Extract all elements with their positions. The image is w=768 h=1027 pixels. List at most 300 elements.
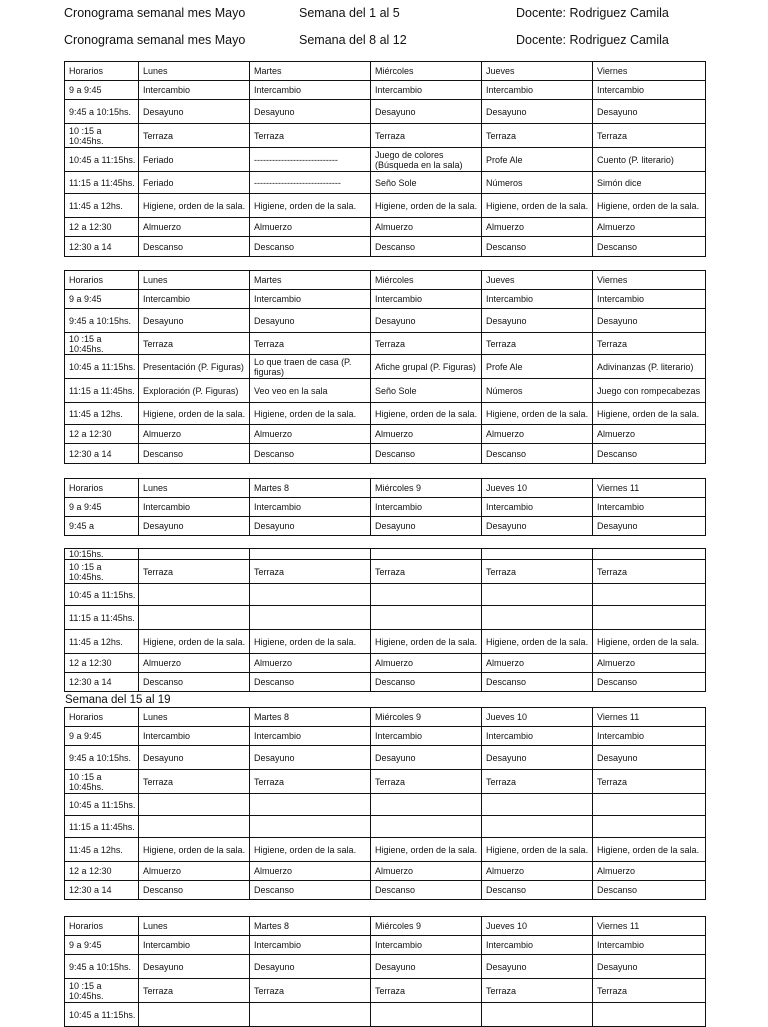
- table-cell: Horarios: [65, 917, 139, 936]
- table-cell: Terraza: [250, 333, 371, 355]
- schedule-table-week-2: [64, 270, 706, 464]
- table-cell: [250, 584, 371, 606]
- table-cell: Descanso: [482, 881, 593, 900]
- table-cell: [593, 584, 706, 606]
- table-cell: Terraza: [250, 770, 371, 794]
- table-row: [65, 816, 706, 838]
- table-cell: Terraza: [593, 124, 706, 148]
- table-cell: Miércoles 9: [371, 479, 482, 498]
- week-label: Semana del 15 al 19: [65, 694, 171, 706]
- table-cell: 10:45 a 11:15hs.: [65, 148, 139, 172]
- table-cell: [139, 584, 250, 606]
- table-cell: Terraza: [371, 333, 482, 355]
- table-cell: 10 :15 a 10:45hs.: [65, 124, 139, 148]
- table-cell: Juego de colores (Búsqueda en la sala): [371, 148, 482, 172]
- table-cell: Desayuno: [593, 517, 706, 536]
- table-cell: 11:45 a 12hs.: [65, 838, 139, 862]
- table-cell: Cuento (P. literario): [593, 148, 706, 172]
- table-cell: Descanso: [593, 444, 706, 464]
- table-cell: Almuerzo: [139, 218, 250, 237]
- table-cell: Miércoles: [371, 62, 482, 81]
- table-cell: Terraza: [482, 333, 593, 355]
- table-row: [65, 355, 706, 379]
- table-cell: Descanso: [371, 444, 482, 464]
- table-cell: [482, 606, 593, 630]
- table-cell: Higiene, orden de la sala.: [139, 630, 250, 654]
- table-row: [65, 794, 706, 816]
- table-cell: Descanso: [482, 673, 593, 692]
- table-cell: Terraza: [371, 770, 482, 794]
- table-cell: Almuerzo: [371, 654, 482, 673]
- table-cell: Terraza: [250, 979, 371, 1003]
- table-cell: Higiene, orden de la sala.: [250, 838, 371, 862]
- table-cell: Terraza: [139, 333, 250, 355]
- table-cell: Adivinanzas (P. literario): [593, 355, 706, 379]
- table-cell: [250, 794, 371, 816]
- table-cell: [250, 549, 371, 560]
- table-cell: Almuerzo: [482, 425, 593, 444]
- table-cell: Descanso: [139, 237, 250, 257]
- table-cell: Lunes: [139, 271, 250, 290]
- table-cell: 10:15hs.: [65, 549, 139, 560]
- table-cell: Feriado: [139, 172, 250, 194]
- table-cell: Descanso: [593, 673, 706, 692]
- table-cell: Intercambio: [371, 727, 482, 746]
- table-cell: Descanso: [593, 237, 706, 257]
- table-cell: Higiene, orden de la sala.: [593, 838, 706, 862]
- table-cell: [371, 1003, 482, 1027]
- table-cell: Descanso: [139, 673, 250, 692]
- table-cell: [250, 1003, 371, 1027]
- table-cell: Viernes: [593, 271, 706, 290]
- table-cell: Descanso: [250, 444, 371, 464]
- schedule-table-week-3-top: [64, 478, 706, 536]
- table-cell: Descanso: [371, 881, 482, 900]
- table-cell: Almuerzo: [371, 862, 482, 881]
- table-cell: Desayuno: [139, 100, 250, 124]
- table-header-row: [65, 917, 706, 936]
- schedule-table-week-15: [64, 707, 706, 900]
- table-cell: Higiene, orden de la sala.: [593, 630, 706, 654]
- table-cell: Intercambio: [250, 936, 371, 955]
- table-cell: Almuerzo: [250, 218, 371, 237]
- table-header-row: [65, 271, 706, 290]
- table-cell: 12:30 a 14: [65, 881, 139, 900]
- table-cell: Desayuno: [139, 517, 250, 536]
- table-cell: [482, 816, 593, 838]
- table-cell: Terraza: [593, 770, 706, 794]
- table-cell: Viernes 11: [593, 708, 706, 727]
- table-cell: 10:45 a 11:15hs.: [65, 584, 139, 606]
- table-cell: Almuerzo: [139, 654, 250, 673]
- table-cell: Simón dice: [593, 172, 706, 194]
- table-cell: 9 a 9:45: [65, 290, 139, 309]
- table-cell: Terraza: [250, 560, 371, 584]
- table-row: [65, 979, 706, 1003]
- table-cell: Jueves: [482, 62, 593, 81]
- table-cell: Profe Ale: [482, 355, 593, 379]
- table-row: [65, 333, 706, 355]
- table-cell: 9:45 a 10:15hs.: [65, 955, 139, 979]
- table-cell: Intercambio: [250, 498, 371, 517]
- table-cell: Desayuno: [482, 309, 593, 333]
- table-cell: 12 a 12:30: [65, 862, 139, 881]
- table-cell: Feriado: [139, 148, 250, 172]
- table-cell: Viernes: [593, 62, 706, 81]
- table-cell: Desayuno: [371, 517, 482, 536]
- table-cell: 12:30 a 14: [65, 237, 139, 257]
- schedule-table-week-next: [64, 916, 706, 1027]
- table-row: [65, 936, 706, 955]
- table-cell: Desayuno: [482, 100, 593, 124]
- table-cell: Terraza: [371, 560, 482, 584]
- table-row: [65, 770, 706, 794]
- table-cell: Intercambio: [482, 498, 593, 517]
- table-row: [65, 584, 706, 606]
- table-row: [65, 606, 706, 630]
- table-cell: 10 :15 a 10:45hs.: [65, 979, 139, 1003]
- table-cell: Terraza: [593, 979, 706, 1003]
- table-cell: Almuerzo: [371, 425, 482, 444]
- table-cell: Almuerzo: [250, 425, 371, 444]
- table-cell: Jueves: [482, 271, 593, 290]
- table-row: [65, 425, 706, 444]
- table-row: [65, 630, 706, 654]
- table-cell: Terraza: [482, 770, 593, 794]
- table-cell: Horarios: [65, 62, 139, 81]
- table-cell: Martes 8: [250, 708, 371, 727]
- table-cell: Descanso: [250, 673, 371, 692]
- table-cell: [250, 606, 371, 630]
- table-cell: Descanso: [482, 237, 593, 257]
- table-cell: Higiene, orden de la sala.: [250, 630, 371, 654]
- table-cell: Afiche grupal (P. Figuras): [371, 355, 482, 379]
- table-cell: Descanso: [371, 673, 482, 692]
- table-cell: Descanso: [593, 881, 706, 900]
- table-cell: 11:15 a 11:45hs.: [65, 379, 139, 403]
- table-cell: Intercambio: [139, 936, 250, 955]
- table-cell: Almuerzo: [139, 425, 250, 444]
- table-header-row: [65, 62, 706, 81]
- header-teacher: Docente: Rodriguez Camila: [516, 33, 669, 47]
- table-cell: Intercambio: [371, 498, 482, 517]
- table-cell: Desayuno: [371, 100, 482, 124]
- table-cell: Descanso: [250, 237, 371, 257]
- table-cell: Desayuno: [482, 955, 593, 979]
- table-cell: Jueves 10: [482, 917, 593, 936]
- table-cell: Almuerzo: [593, 862, 706, 881]
- table-cell: Higiene, orden de la sala.: [371, 630, 482, 654]
- table-cell: Desayuno: [593, 309, 706, 333]
- table-row: [65, 517, 706, 536]
- table-cell: Martes: [250, 62, 371, 81]
- table-cell: Exploración (P. Figuras): [139, 379, 250, 403]
- table-row: [65, 290, 706, 309]
- table-cell: Juego con rompecabezas: [593, 379, 706, 403]
- table-cell: Higiene, orden de la sala.: [139, 194, 250, 218]
- table-cell: Desayuno: [139, 955, 250, 979]
- table-row: [65, 194, 706, 218]
- table-cell: Higiene, orden de la sala.: [371, 403, 482, 425]
- table-cell: [593, 549, 706, 560]
- table-cell: Intercambio: [371, 290, 482, 309]
- table-cell: Seño Sole: [371, 379, 482, 403]
- table-cell: 12 a 12:30: [65, 425, 139, 444]
- table-cell: Almuerzo: [250, 654, 371, 673]
- table-cell: Higiene, orden de la sala.: [482, 838, 593, 862]
- table-cell: Terraza: [371, 124, 482, 148]
- table-cell: [139, 549, 250, 560]
- schedule-table-week-1: [64, 61, 706, 257]
- table-cell: Intercambio: [250, 81, 371, 100]
- table-cell: Lunes: [139, 708, 250, 727]
- table-cell: [593, 794, 706, 816]
- table-cell: 11:45 a 12hs.: [65, 194, 139, 218]
- table-cell: [482, 794, 593, 816]
- table-row: [65, 100, 706, 124]
- table-cell: 11:15 a 11:45hs.: [65, 172, 139, 194]
- table-cell: 9 a 9:45: [65, 727, 139, 746]
- table-cell: Desayuno: [371, 955, 482, 979]
- table-cell: Terraza: [250, 124, 371, 148]
- table-cell: Intercambio: [139, 727, 250, 746]
- table-cell: 10 :15 a 10:45hs.: [65, 770, 139, 794]
- table-cell: Descanso: [371, 237, 482, 257]
- table-cell: Desayuno: [139, 309, 250, 333]
- table-cell: Terraza: [593, 560, 706, 584]
- table-cell: Intercambio: [139, 81, 250, 100]
- table-cell: Presentación (P. Figuras): [139, 355, 250, 379]
- table-cell: Horarios: [65, 479, 139, 498]
- table-cell: Higiene, orden de la sala.: [371, 194, 482, 218]
- table-cell: Lo que traen de casa (P. figuras): [250, 355, 371, 379]
- table-cell: Terraza: [482, 979, 593, 1003]
- header-title: Cronograma semanal mes Mayo: [64, 33, 246, 47]
- table-cell: Descanso: [139, 444, 250, 464]
- table-cell: Intercambio: [482, 81, 593, 100]
- table-cell: 12 a 12:30: [65, 654, 139, 673]
- table-cell: Terraza: [593, 333, 706, 355]
- table-cell: 9:45 a 10:15hs.: [65, 309, 139, 333]
- table-cell: 11:15 a 11:45hs.: [65, 816, 139, 838]
- table-cell: Desayuno: [593, 100, 706, 124]
- table-cell: Desayuno: [371, 309, 482, 333]
- table-cell: 9 a 9:45: [65, 81, 139, 100]
- table-row: [65, 379, 706, 403]
- table-cell: 10:45 a 11:15hs.: [65, 1003, 139, 1027]
- table-cell: Higiene, orden de la sala.: [139, 838, 250, 862]
- table-cell: [371, 549, 482, 560]
- table-cell: Higiene, orden de la sala.: [593, 194, 706, 218]
- table-row: [65, 148, 706, 172]
- table-cell: Almuerzo: [593, 218, 706, 237]
- table-cell: [593, 816, 706, 838]
- table-cell: Almuerzo: [482, 862, 593, 881]
- table-row: [65, 727, 706, 746]
- table-cell: [139, 606, 250, 630]
- table-cell: Martes: [250, 271, 371, 290]
- table-row: [65, 654, 706, 673]
- table-cell: Miércoles 9: [371, 917, 482, 936]
- table-cell: Terraza: [139, 979, 250, 1003]
- table-cell: 9:45 a: [65, 517, 139, 536]
- table-cell: 10:45 a 11:15hs.: [65, 355, 139, 379]
- table-cell: 10 :15 a 10:45hs.: [65, 333, 139, 355]
- table-cell: 10:45 a 11:15hs.: [65, 794, 139, 816]
- table-row: [65, 862, 706, 881]
- table-cell: Higiene, orden de la sala.: [593, 403, 706, 425]
- table-row: [65, 838, 706, 862]
- table-cell: Desayuno: [250, 746, 371, 770]
- table-header-row: [65, 708, 706, 727]
- table-cell: Descanso: [250, 881, 371, 900]
- table-cell: Viernes 11: [593, 917, 706, 936]
- table-cell: [139, 794, 250, 816]
- table-cell: [371, 794, 482, 816]
- table-cell: Intercambio: [482, 727, 593, 746]
- table-cell: Intercambio: [593, 290, 706, 309]
- table-cell: Higiene, orden de la sala.: [139, 403, 250, 425]
- table-cell: Horarios: [65, 271, 139, 290]
- table-cell: Desayuno: [250, 100, 371, 124]
- table-cell: Viernes 11: [593, 479, 706, 498]
- table-cell: Desayuno: [250, 955, 371, 979]
- table-cell: Descanso: [139, 881, 250, 900]
- table-cell: Intercambio: [593, 81, 706, 100]
- table-cell: Miércoles 9: [371, 708, 482, 727]
- table-cell: Terraza: [139, 124, 250, 148]
- table-cell: Almuerzo: [250, 862, 371, 881]
- table-cell: Higiene, orden de la sala.: [250, 403, 371, 425]
- table-cell: Terraza: [482, 560, 593, 584]
- table-cell: Desayuno: [593, 746, 706, 770]
- table-cell: Intercambio: [482, 936, 593, 955]
- table-cell: Desayuno: [250, 517, 371, 536]
- header-title: Cronograma semanal mes Mayo: [64, 6, 246, 20]
- table-cell: Terraza: [482, 124, 593, 148]
- table-row: [65, 403, 706, 425]
- table-cell: Intercambio: [250, 290, 371, 309]
- table-cell: Jueves 10: [482, 708, 593, 727]
- header-week: Semana del 8 al 12: [299, 33, 407, 47]
- table-row: [65, 81, 706, 100]
- table-row: [65, 1003, 706, 1027]
- table-cell: Intercambio: [593, 498, 706, 517]
- table-cell: Desayuno: [139, 746, 250, 770]
- table-cell: 9 a 9:45: [65, 498, 139, 517]
- schedule-table-week-3-bottom: [64, 548, 706, 692]
- table-cell: 11:15 a 11:45hs.: [65, 606, 139, 630]
- table-cell: 12:30 a 14: [65, 673, 139, 692]
- table-cell: [593, 1003, 706, 1027]
- table-cell: Veo veo en la sala: [250, 379, 371, 403]
- table-cell: Desayuno: [371, 746, 482, 770]
- table-cell: Higiene, orden de la sala.: [482, 630, 593, 654]
- table-cell: Desayuno: [593, 955, 706, 979]
- table-cell: Intercambio: [250, 727, 371, 746]
- table-cell: Horarios: [65, 708, 139, 727]
- table-cell: Intercambio: [371, 81, 482, 100]
- table-cell: -----------------------------: [250, 172, 371, 194]
- header-week: Semana del 1 al 5: [299, 6, 400, 20]
- table-cell: 9 a 9:45: [65, 936, 139, 955]
- table-row: [65, 498, 706, 517]
- table-row: [65, 172, 706, 194]
- table-cell: Almuerzo: [482, 654, 593, 673]
- table-cell: Higiene, orden de la sala.: [371, 838, 482, 862]
- table-cell: Higiene, orden de la sala.: [482, 403, 593, 425]
- table-cell: 12:30 a 14: [65, 444, 139, 464]
- table-cell: Intercambio: [482, 290, 593, 309]
- table-row: [65, 124, 706, 148]
- table-cell: Higiene, orden de la sala.: [250, 194, 371, 218]
- table-row: [65, 309, 706, 333]
- table-cell: 12 a 12:30: [65, 218, 139, 237]
- table-cell: Números: [482, 172, 593, 194]
- table-cell: Desayuno: [482, 517, 593, 536]
- table-cell: Seño Sole: [371, 172, 482, 194]
- table-row: [65, 549, 706, 560]
- table-cell: Almuerzo: [371, 218, 482, 237]
- table-cell: Almuerzo: [593, 425, 706, 444]
- table-cell: Intercambio: [593, 936, 706, 955]
- table-cell: Intercambio: [139, 498, 250, 517]
- table-row: [65, 746, 706, 770]
- table-cell: Almuerzo: [139, 862, 250, 881]
- table-cell: Lunes: [139, 917, 250, 936]
- table-row: [65, 955, 706, 979]
- table-cell: Martes 8: [250, 479, 371, 498]
- table-cell: [482, 584, 593, 606]
- table-cell: Intercambio: [371, 936, 482, 955]
- table-cell: Desayuno: [250, 309, 371, 333]
- table-cell: Almuerzo: [482, 218, 593, 237]
- table-cell: Terraza: [371, 979, 482, 1003]
- table-cell: 9:45 a 10:15hs.: [65, 100, 139, 124]
- table-cell: Almuerzo: [593, 654, 706, 673]
- table-row: [65, 673, 706, 692]
- table-cell: 11:45 a 12hs.: [65, 630, 139, 654]
- table-cell: Higiene, orden de la sala.: [482, 194, 593, 218]
- table-header-row: [65, 479, 706, 498]
- table-cell: Profe Ale: [482, 148, 593, 172]
- table-cell: Miércoles: [371, 271, 482, 290]
- table-cell: Números: [482, 379, 593, 403]
- table-row: [65, 237, 706, 257]
- table-cell: Terraza: [139, 560, 250, 584]
- table-cell: Descanso: [482, 444, 593, 464]
- table-cell: Jueves 10: [482, 479, 593, 498]
- table-row: [65, 218, 706, 237]
- table-row: [65, 444, 706, 464]
- table-cell: [371, 816, 482, 838]
- table-cell: Intercambio: [139, 290, 250, 309]
- table-cell: [250, 816, 371, 838]
- table-cell: [593, 606, 706, 630]
- table-cell: [139, 1003, 250, 1027]
- table-cell: 11:45 a 12hs.: [65, 403, 139, 425]
- table-cell: [482, 549, 593, 560]
- table-cell: Intercambio: [593, 727, 706, 746]
- table-row: [65, 881, 706, 900]
- table-cell: [139, 816, 250, 838]
- header-teacher: Docente: Rodriguez Camila: [516, 6, 669, 20]
- table-row: [65, 560, 706, 584]
- table-cell: Lunes: [139, 479, 250, 498]
- table-cell: [482, 1003, 593, 1027]
- table-cell: ----------------------------: [250, 148, 371, 172]
- table-cell: [371, 584, 482, 606]
